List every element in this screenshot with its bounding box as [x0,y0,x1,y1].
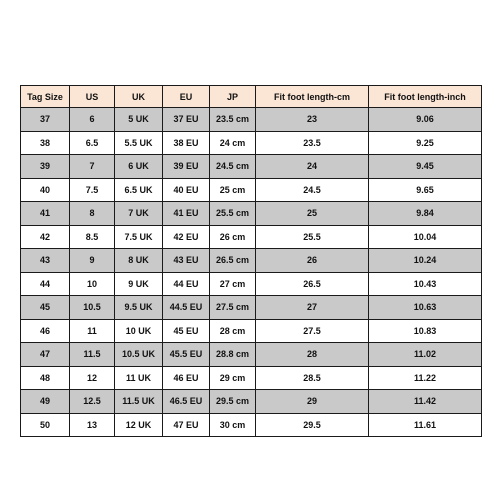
cell-fit-foot-length-cm: 29 [256,390,369,414]
cell-jp: 24.5 cm [210,155,256,179]
cell-uk: 10.5 UK [115,343,163,367]
cell-uk: 9.5 UK [115,296,163,320]
table-row [21,178,482,202]
cell-uk: 9 UK [115,272,163,296]
cell-jp: 29.5 cm [210,390,256,414]
table-row [21,413,482,437]
cell-tag-size: 43 [21,249,70,273]
size-chart-table [20,85,482,437]
cell-eu: 46 EU [163,366,210,390]
cell-eu: 45.5 EU [163,343,210,367]
cell-tag-size: 38 [21,131,70,155]
cell-us: 10.5 [70,296,115,320]
cell-us: 6 [70,108,115,132]
cell-eu: 47 EU [163,413,210,437]
cell-uk: 7 UK [115,202,163,226]
cell-tag-size: 41 [21,202,70,226]
table-row [21,155,482,179]
cell-tag-size: 48 [21,366,70,390]
cell-jp: 26.5 cm [210,249,256,273]
table-row [21,390,482,414]
table-body [21,108,482,437]
cell-fit-foot-length-cm: 25.5 [256,225,369,249]
cell-jp: 28.8 cm [210,343,256,367]
cell-eu: 46.5 EU [163,390,210,414]
cell-tag-size: 47 [21,343,70,367]
cell-uk: 6 UK [115,155,163,179]
cell-jp: 25.5 cm [210,202,256,226]
cell-us: 12 [70,366,115,390]
table-row [21,108,482,132]
cell-fit-foot-length-cm: 29.5 [256,413,369,437]
cell-jp: 27 cm [210,272,256,296]
cell-fit-foot-length-cm: 26 [256,249,369,273]
cell-uk: 5 UK [115,108,163,132]
cell-fit-foot-length-inch: 9.84 [369,202,482,226]
cell-uk: 12 UK [115,413,163,437]
cell-jp: 26 cm [210,225,256,249]
cell-uk: 7.5 UK [115,225,163,249]
cell-us: 11.5 [70,343,115,367]
cell-uk: 8 UK [115,249,163,273]
header-row [21,86,482,108]
cell-uk: 6.5 UK [115,178,163,202]
cell-us: 10 [70,272,115,296]
cell-eu: 41 EU [163,202,210,226]
cell-fit-foot-length-cm: 27.5 [256,319,369,343]
table-row [21,131,482,155]
cell-eu: 40 EU [163,178,210,202]
cell-fit-foot-length-cm: 27 [256,296,369,320]
table-row [21,366,482,390]
cell-jp: 29 cm [210,366,256,390]
cell-us: 8 [70,202,115,226]
cell-us: 13 [70,413,115,437]
cell-fit-foot-length-cm: 23.5 [256,131,369,155]
table-row [21,319,482,343]
cell-fit-foot-length-inch: 10.63 [369,296,482,320]
table-header [21,86,482,108]
cell-fit-foot-length-cm: 26.5 [256,272,369,296]
cell-us: 11 [70,319,115,343]
cell-fit-foot-length-inch: 10.43 [369,272,482,296]
cell-fit-foot-length-inch: 11.02 [369,343,482,367]
header-tag-size: Tag Size [21,86,70,108]
cell-uk: 11.5 UK [115,390,163,414]
cell-fit-foot-length-cm: 28 [256,343,369,367]
cell-fit-foot-length-cm: 24.5 [256,178,369,202]
cell-us: 7.5 [70,178,115,202]
cell-jp: 24 cm [210,131,256,155]
cell-uk: 11 UK [115,366,163,390]
table-row [21,202,482,226]
cell-eu: 44.5 EU [163,296,210,320]
cell-fit-foot-length-inch: 9.65 [369,178,482,202]
cell-eu: 39 EU [163,155,210,179]
cell-fit-foot-length-inch: 11.22 [369,366,482,390]
cell-uk: 10 UK [115,319,163,343]
cell-tag-size: 44 [21,272,70,296]
cell-jp: 23.5 cm [210,108,256,132]
cell-tag-size: 40 [21,178,70,202]
cell-eu: 37 EU [163,108,210,132]
cell-fit-foot-length-inch: 10.83 [369,319,482,343]
header-fit-foot-length-inch: Fit foot length-inch [369,86,482,108]
cell-fit-foot-length-inch: 9.25 [369,131,482,155]
table-row [21,343,482,367]
header-eu: EU [163,86,210,108]
cell-fit-foot-length-cm: 24 [256,155,369,179]
cell-us: 12.5 [70,390,115,414]
cell-tag-size: 42 [21,225,70,249]
cell-fit-foot-length-inch: 10.24 [369,249,482,273]
cell-fit-foot-length-cm: 28.5 [256,366,369,390]
cell-us: 9 [70,249,115,273]
table-row [21,296,482,320]
header-jp: JP [210,86,256,108]
cell-uk: 5.5 UK [115,131,163,155]
header-uk: UK [115,86,163,108]
cell-fit-foot-length-inch: 10.04 [369,225,482,249]
cell-fit-foot-length-inch: 9.45 [369,155,482,179]
cell-tag-size: 39 [21,155,70,179]
header-us: US [70,86,115,108]
cell-fit-foot-length-cm: 25 [256,202,369,226]
cell-us: 6.5 [70,131,115,155]
cell-eu: 44 EU [163,272,210,296]
table-row [21,272,482,296]
header-fit-foot-length-cm: Fit foot length-cm [256,86,369,108]
cell-jp: 30 cm [210,413,256,437]
cell-tag-size: 37 [21,108,70,132]
table-row [21,225,482,249]
cell-fit-foot-length-cm: 23 [256,108,369,132]
table-row [21,249,482,273]
cell-us: 8.5 [70,225,115,249]
cell-eu: 45 EU [163,319,210,343]
cell-fit-foot-length-inch: 11.42 [369,390,482,414]
cell-jp: 25 cm [210,178,256,202]
cell-fit-foot-length-inch: 11.61 [369,413,482,437]
cell-tag-size: 46 [21,319,70,343]
cell-eu: 43 EU [163,249,210,273]
cell-tag-size: 50 [21,413,70,437]
cell-tag-size: 45 [21,296,70,320]
cell-jp: 28 cm [210,319,256,343]
cell-fit-foot-length-inch: 9.06 [369,108,482,132]
cell-jp: 27.5 cm [210,296,256,320]
cell-us: 7 [70,155,115,179]
cell-eu: 38 EU [163,131,210,155]
cell-eu: 42 EU [163,225,210,249]
cell-tag-size: 49 [21,390,70,414]
